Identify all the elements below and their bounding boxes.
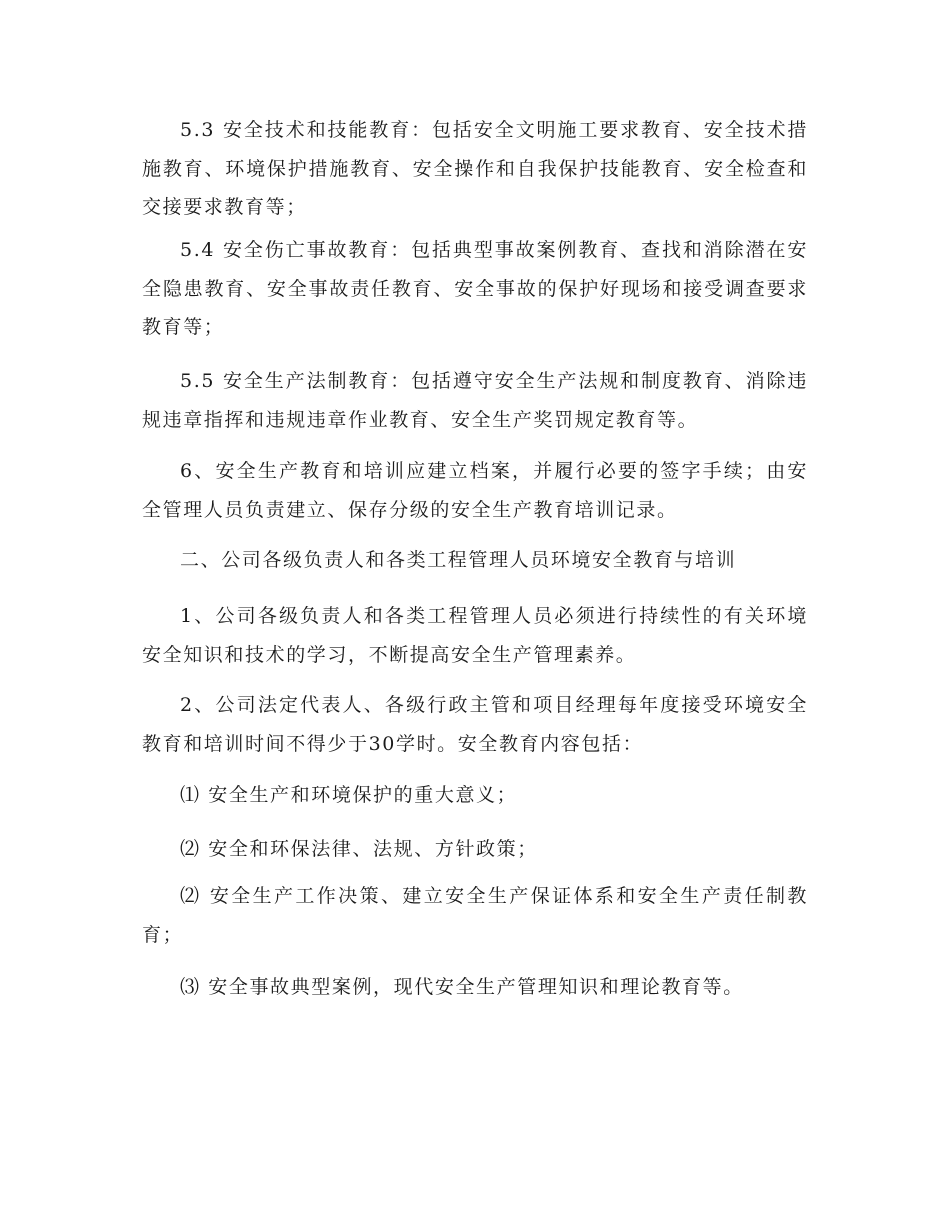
paragraph-5-4-casualty-accident-education: 5.4 安全伤亡事故教育：包括典型事故案例教育、查找和消除潜在安全隐患教育、安全事故责任教育、安全事故的保护好现场和接受调查要求教育等； xyxy=(142,239,808,338)
list-item-3: ⑶ 安全事故典型案例，现代安全生产管理知识和理论教育等。 xyxy=(180,976,744,998)
paragraph-5-3-safety-technique-education: 5.3 安全技术和技能教育：包括安全文明施工要求教育、安全技术措施教育、环境保护措施教育、安全操作和自我保护技能教育、安全检查和交接要求教育等； xyxy=(142,119,808,218)
list-item-2b: ⑵ 安全生产工作决策、建立安全生产保证体系和安全生产责任制教育； xyxy=(142,885,808,946)
list-item-1: ⑴ 安全生产和环境保护的重大意义； xyxy=(180,784,518,806)
paragraph-5-5-legal-education: 5.5 安全生产法制教育：包括遵守安全生产法规和制度教育、消除违规违章指挥和违规违章作业教育、安全生产奖罚规定教育等。 xyxy=(142,370,808,431)
section-heading-2: 二、公司各级负责人和各类工程管理人员环境安全教育与培训 xyxy=(180,549,737,571)
paragraph-2-annual-training-hours: 2、公司法定代表人、各级行政主管和项目经理每年度接受环境安全教育和培训时间不得少于30学时。安全教育内容包括： xyxy=(142,694,808,755)
paragraph-6-training-records: 6、安全生产教育和培训应建立档案，并履行必要的签字手续；由安全管理人员负责建立、保存分级的安全生产教育培训记录。 xyxy=(142,460,808,521)
list-item-2: ⑵ 安全和环保法律、法规、方针政策； xyxy=(180,838,538,860)
paragraph-1-continuous-learning: 1、公司各级负责人和各类工程管理人员必须进行持续性的有关环境安全知识和技术的学习，不断提高安全生产管理素养。 xyxy=(142,605,808,666)
